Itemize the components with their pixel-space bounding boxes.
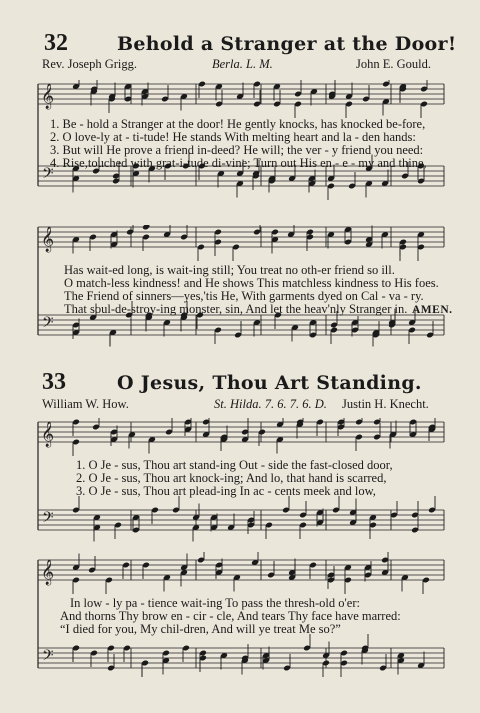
tune-name: St. Hilda. 7. 6. 7. 6. D.	[214, 397, 327, 411]
svg-text:𝄞: 𝄞	[41, 84, 55, 109]
verse-line: Has wait-ed long, is wait-ing still; You treat no oth-er friend so ill.	[64, 263, 395, 277]
verse-line: 3. But will He prove a friend in-deed? He will; the ver - y friend you need:	[50, 143, 424, 157]
verse-line: 1. Be - hold a Stranger at the door! He gently knocks, has knocked be-fore,	[50, 117, 426, 131]
hymn-title: Behold a Stranger at the Door!	[117, 33, 457, 55]
verse-line: And thorns Thy brow en - cir - cle, And tears Thy face have marred:	[60, 609, 401, 623]
verse-line: That soul-de-stroy-ing monster, sin, And let the heav'nly Stranger in.	[64, 302, 408, 316]
verse-line: 2. O Je - sus, Thou art knock-ing; And lo, that hand is scarred,	[76, 471, 387, 485]
svg-text:𝄞: 𝄞	[41, 227, 55, 252]
hymn-title: O Jesus, Thou Art Standing.	[117, 372, 422, 394]
hymn-number: 32	[44, 30, 68, 56]
verse-line: 3. O Je - sus, Thou art plead-ing In ac - cents meek and low,	[76, 484, 376, 498]
svg-text:𝄞: 𝄞	[41, 560, 55, 585]
verse-line: 2. O love-ly at - ti-tude! He stands With melting heart and la - den hands:	[50, 130, 416, 144]
verse-line: 4. Rise,touched with grat-i-tude di-vine; Turn out His en - e - my and thine,	[50, 156, 427, 170]
svg-text:𝄢: 𝄢	[42, 165, 54, 186]
amen-mark: AMEN.	[412, 304, 453, 316]
svg-text:𝄢: 𝄢	[42, 647, 54, 668]
hymn-composer: Justin H. Knecht.	[342, 397, 429, 411]
hymn-author: William W. How.	[42, 397, 129, 411]
hymn-composer: John E. Gould.	[356, 57, 431, 71]
verse-line: The Friend of sinners—yes,'tis He, With garments dyed on Cal - va - ry.	[64, 289, 424, 303]
verse-line: 1. O Je - sus, Thou art stand-ing Out - side the fast-closed door,	[76, 458, 393, 472]
verse-line: In low - ly pa - tience wait-ing To pass the thresh-old o'er:	[70, 596, 360, 610]
tune-name: Berla. L. M.	[212, 57, 273, 71]
verse-line: “I died for you, My chil-dren, And will ye treat Me so?”	[60, 622, 341, 636]
verse-line: O match-less kindness! and He shows This matchless kindness to His foes.	[64, 276, 439, 290]
hymn-author: Rev. Joseph Grigg.	[42, 57, 138, 71]
svg-text:𝄢: 𝄢	[42, 509, 54, 530]
hymn-number: 33	[42, 369, 66, 395]
svg-text:𝄢: 𝄢	[42, 314, 54, 335]
svg-text:𝄞: 𝄞	[41, 422, 55, 447]
